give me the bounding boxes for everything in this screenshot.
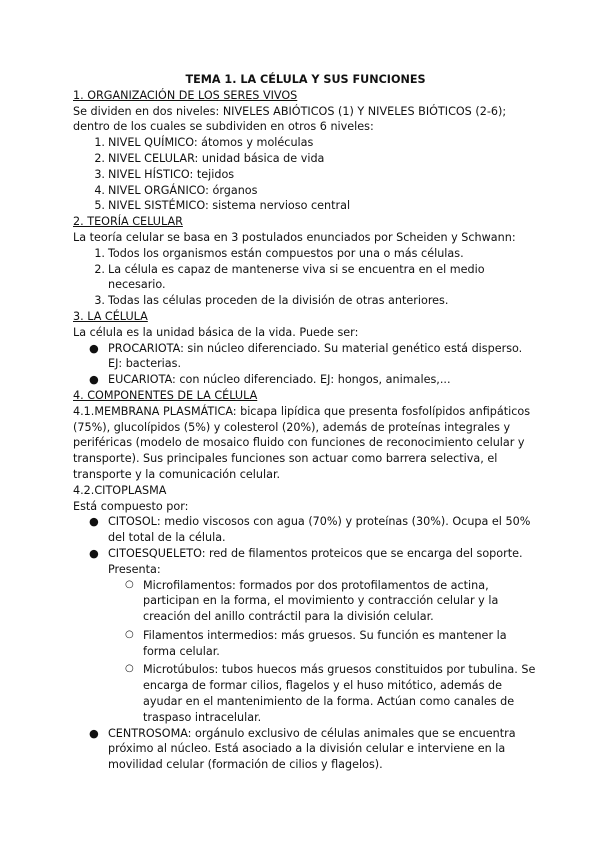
list-item-text: NIVEL QUÍMICO: átomos y moléculas <box>108 136 314 150</box>
list-item-text: NIVEL HÍSTICO: tejidos <box>108 167 235 181</box>
document-content <box>73 72 538 773</box>
tipos-celula-list <box>73 341 538 388</box>
list-number: 3. <box>94 294 105 308</box>
section-intro-celula: La célula es la unidad básica de la vida. Puede ser: <box>73 325 359 339</box>
section-heading-organizacion: 1. ORGANIZACIÓN DE LOS SERES VIVOS <box>73 88 298 102</box>
list-item <box>73 246 538 262</box>
membrana-paragraph: 4.1.MEMBRANA PLASMÁTICA: bicapa lipídica que presenta fosfolípidos anfipáticos (75%), glucolípidos (5%) y colesterol (20%), además de proteínas integrales y periféricas (modelo de mosaico fluido con funciones de reconocimiento celular y transporte). Sus principales funciones son actuar como barrera selectiva, el transporte y la comunicación celular. <box>73 404 531 481</box>
list-item-text: EUCARIOTA: con núcleo diferenciado. EJ: hongos, animales,... <box>108 373 451 387</box>
bullet-icon: ● <box>89 341 99 355</box>
list-number: 3. <box>94 167 105 181</box>
list-item <box>108 578 538 625</box>
list-item-text: NIVEL CELULAR: unidad básica de vida <box>108 151 325 165</box>
citoplasma-heading: 4.2.CITOPLASMA <box>73 483 167 497</box>
list-number: 4. <box>94 183 105 197</box>
niveles-list <box>73 135 538 214</box>
bullet-icon: ● <box>89 546 99 560</box>
citoplasma-intro: Está compuesto por: <box>73 499 189 513</box>
list-item <box>108 662 538 725</box>
list-number: 5. <box>94 199 105 213</box>
list-item-text: Todas las células proceden de la división de otras anteriores. <box>108 294 449 308</box>
bullet-icon: ● <box>89 726 99 740</box>
list-item <box>73 514 538 546</box>
list-item-text: CITOSOL: medio viscosos con agua (70%) y proteínas (30%). Ocupa el 50% del total de la célula. <box>108 515 531 545</box>
list-item <box>73 183 538 199</box>
citoplasma-list <box>73 514 538 773</box>
bullet-icon: ● <box>89 515 99 529</box>
page-title: TEMA 1. LA CÉLULA Y SUS FUNCIONES <box>185 73 426 86</box>
list-item-text: Filamentos intermedios: más gruesos. Su función es mantener la forma celular. <box>143 628 507 658</box>
list-number: 2. <box>94 262 105 276</box>
list-item-text: CITOESQUELETO: red de filamentos proteicos que se encarga del soporte. Presenta: <box>108 546 523 576</box>
hollow-bullet-icon: ○ <box>125 578 134 590</box>
list-item <box>73 151 538 167</box>
list-number: 1. <box>94 246 105 260</box>
list-item-text: NIVEL ORGÁNICO: órganos <box>108 183 258 197</box>
list-item <box>73 293 538 309</box>
list-item <box>73 167 538 183</box>
list-item <box>108 628 538 660</box>
list-item <box>73 372 538 388</box>
list-item <box>73 726 538 773</box>
list-item-text: Microfilamentos: formados por dos protofilamentos de actina, participan en la forma, el movimiento y contracción celular y la creación del anillo contráctil para la división celular. <box>143 578 499 624</box>
section-heading-teoria: 2. TEORÍA CELULAR <box>73 215 183 229</box>
hollow-bullet-icon: ○ <box>125 663 134 675</box>
list-item <box>73 341 538 373</box>
bullet-icon: ● <box>89 373 99 387</box>
list-item-text: La célula es capaz de mantenerse viva si se encuentra en el medio necesario. <box>108 262 485 292</box>
list-item-text: CENTROSOMA: orgánulo exclusivo de células animales que se encuentra próximo al núcleo. Está asociado a la división celular e interviene en la movilidad celular (formación de cilios y flagelos). <box>108 726 516 772</box>
list-item-text: Todos los organismos están compuestos por una o más células. <box>108 246 464 260</box>
hollow-bullet-icon: ○ <box>125 628 134 640</box>
citoesqueleto-sublist <box>108 578 538 726</box>
list-item-text: Microtúbulos: tubos huecos más gruesos constituidos por tubulina. Se encarga de formar cilios, flagelos y el huso mitótico, además de ayudar en el mantenimiento de la forma. Actúan como canales de traspaso intracelular. <box>143 663 536 724</box>
list-item-text: NIVEL SISTÉMICO: sistema nervioso central <box>108 199 351 213</box>
list-item <box>73 135 538 151</box>
list-item <box>73 546 538 726</box>
section-heading-celula: 3. LA CÉLULA <box>73 309 148 323</box>
section-heading-componentes: 4. COMPONENTES DE LA CÉLULA <box>73 388 258 402</box>
section-intro-organizacion: Se dividen en dos niveles: NIVELES ABIÓTICOS (1) Y NIVELES BIÓTICOS (2-6); dentro de los cuales se subdividen en otros 6 niveles: <box>73 104 507 134</box>
list-item-text: PROCARIOTA: sin núcleo diferenciado. Su material genético está disperso. EJ: bacterias. <box>108 341 523 371</box>
list-item <box>73 262 538 294</box>
list-item <box>73 198 538 214</box>
section-intro-teoria: La teoría celular se basa en 3 postulados enunciados por Scheiden y Schwann: <box>73 230 516 244</box>
list-number: 1. <box>94 136 105 150</box>
list-number: 2. <box>94 151 105 165</box>
postulados-list <box>73 246 538 309</box>
